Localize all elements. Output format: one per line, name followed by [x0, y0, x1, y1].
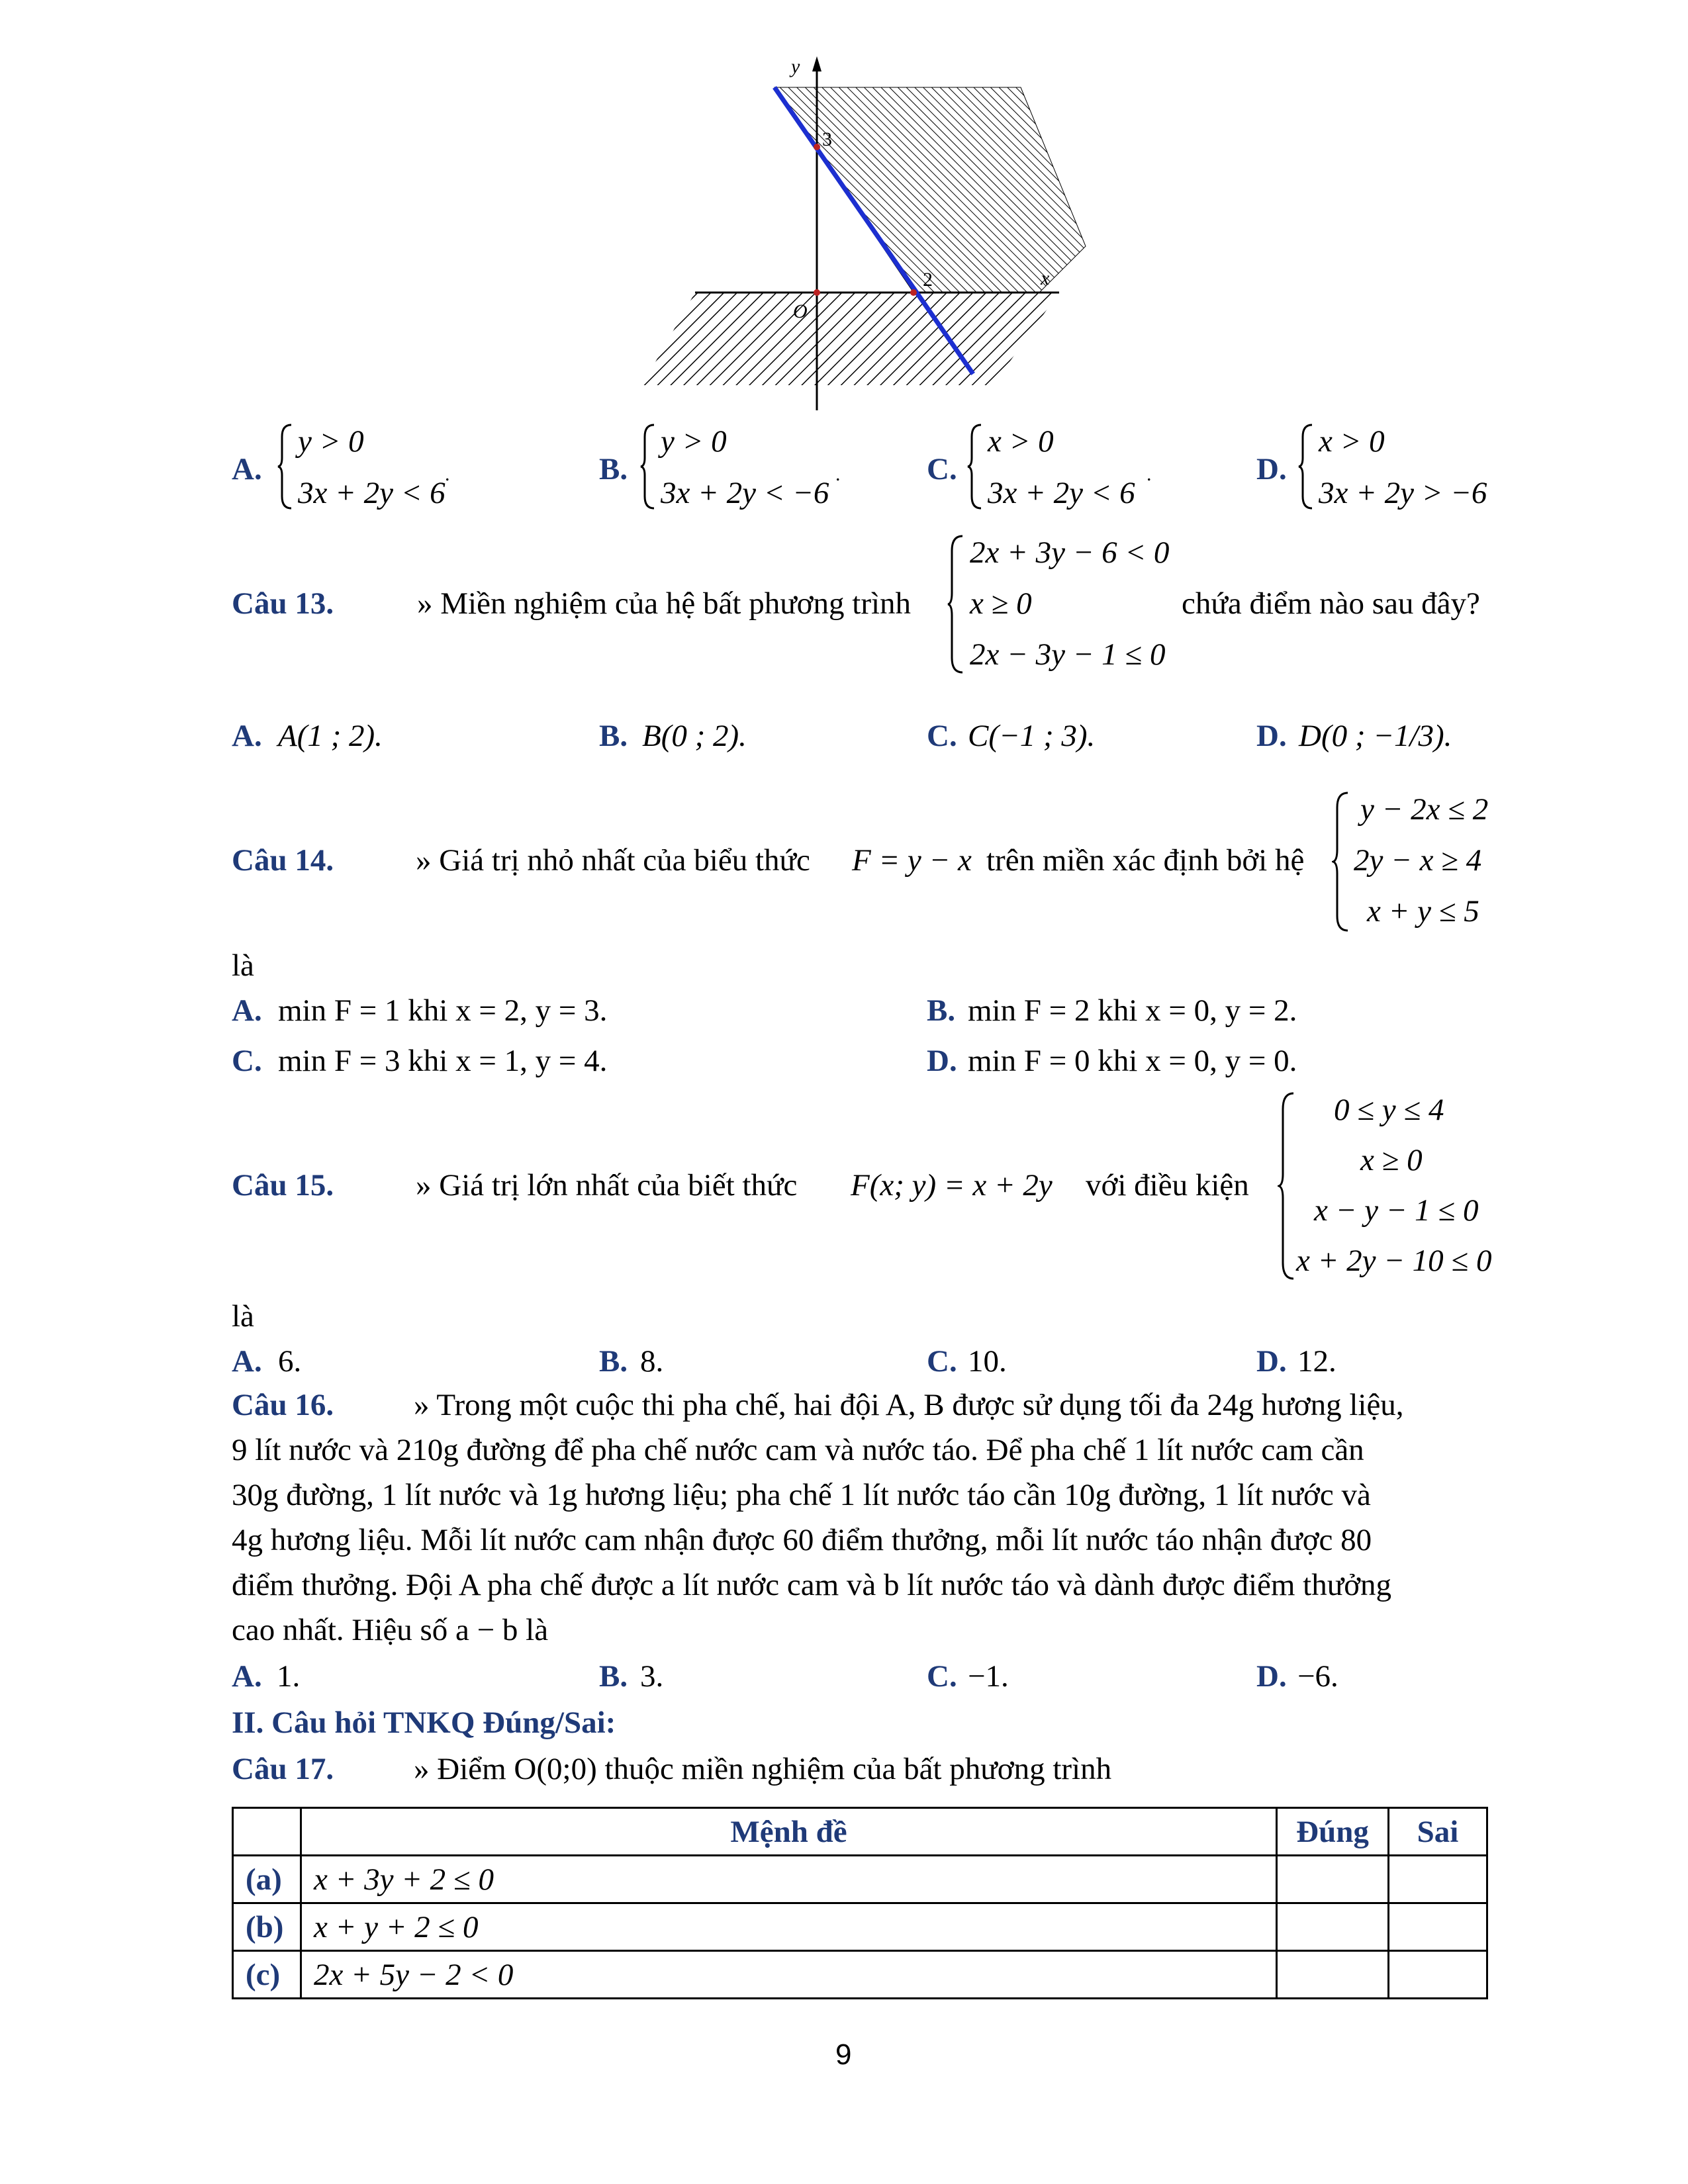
- q15-text: » Giá trị lớn nhất của biết thức: [416, 1168, 798, 1203]
- q15-text2: với điều kiện: [1086, 1168, 1249, 1203]
- q13-text: » Miền nghiệm của hệ bất phương trình: [417, 586, 912, 621]
- true-cell[interactable]: [1277, 1903, 1389, 1951]
- true-false-table: [232, 1807, 1488, 1999]
- option-text: 6.: [278, 1344, 302, 1379]
- option-text: min F = 1 khi x = 2, y = 3.: [278, 993, 608, 1028]
- hatched-region-above-line: [774, 87, 1086, 293]
- q14-text: » Giá trị nhỏ nhất của biểu thức: [416, 843, 810, 878]
- option-text: C(−1 ; 3).: [968, 719, 1096, 753]
- option-text: 8.: [640, 1344, 664, 1379]
- system-line: 3x + 2y < 6: [988, 476, 1135, 510]
- system-line: y > 0: [661, 424, 727, 459]
- brace-icon: [1332, 792, 1349, 932]
- q16-line: » Trong một cuộc thi pha chế, hai đội A, B được sử dụng tối đa 24g hương liệu,: [414, 1388, 1404, 1422]
- system-line: x + 2y − 10 ≤ 0: [1296, 1244, 1492, 1278]
- header-false: Sai: [1389, 1808, 1487, 1856]
- true-cell[interactable]: [1277, 1951, 1389, 1999]
- system-line: x ≥ 0: [970, 586, 1032, 621]
- option-text: min F = 2 khi x = 0, y = 2.: [968, 993, 1297, 1028]
- option-text: −1.: [968, 1659, 1009, 1694]
- q16-line: 4g hương liệu. Mỗi lít nước cam nhận được 60 điểm thưởng, mỗi lít nước táo nhận được 80: [232, 1523, 1372, 1557]
- option-text: 10.: [968, 1344, 1007, 1379]
- brace-icon: [1278, 1092, 1295, 1281]
- system-line: x ≥ 0: [1360, 1143, 1423, 1177]
- system-line: 0 ≤ y ≤ 4: [1334, 1093, 1444, 1127]
- false-cell[interactable]: [1389, 1856, 1487, 1903]
- table-header-row: [233, 1808, 1487, 1856]
- q15-expr: F(x; y) = x + 2y: [851, 1168, 1053, 1203]
- q14-number: Câu 14.: [232, 843, 334, 878]
- option-text: D(0 ; −1/3).: [1299, 719, 1452, 753]
- q14-la: là: [232, 948, 254, 983]
- table-row: [233, 1951, 1487, 1999]
- true-cell[interactable]: [1277, 1856, 1389, 1903]
- system-line: x − y − 1 ≤ 0: [1314, 1193, 1479, 1228]
- system-line: 3x + 2y < 6: [298, 476, 445, 510]
- option-text: min F = 3 khi x = 1, y = 4.: [278, 1044, 608, 1078]
- q13-number: Câu 13.: [232, 586, 334, 621]
- half-plane-graph: [629, 46, 1092, 417]
- header-statement: Mệnh đề: [301, 1808, 1277, 1856]
- option-text: 12.: [1297, 1344, 1336, 1379]
- brace-icon: [1297, 424, 1313, 510]
- row-statement: 2x + 5y − 2 < 0: [301, 1951, 1277, 1999]
- brace-icon: [639, 424, 655, 510]
- y-axis-arrow: [812, 56, 821, 71]
- system-line: x + y ≤ 5: [1367, 894, 1479, 929]
- false-cell[interactable]: [1389, 1903, 1487, 1951]
- tick-x-label: 2: [923, 269, 933, 291]
- system-line: 2x + 3y − 6 < 0: [970, 535, 1170, 570]
- system-line: x > 0: [988, 424, 1054, 459]
- option-label: B.: [599, 452, 628, 486]
- q16-line: 30g đường, 1 lít nước và 1g hương liệu; pha chế 1 lít nước táo cần 10g đường, 1 lít nước và: [232, 1478, 1371, 1512]
- row-label: (a): [233, 1856, 301, 1903]
- option-text: 1.: [277, 1659, 301, 1694]
- tick-y-label: 3: [822, 128, 832, 150]
- system-line: 3x + 2y < −6: [661, 476, 829, 510]
- system-line: 3x + 2y > −6: [1319, 476, 1487, 510]
- page-number: 9: [835, 2038, 852, 2071]
- system-line: y − 2x ≤ 2: [1360, 792, 1489, 827]
- option-label: C.: [927, 452, 957, 486]
- q16-line: 9 lít nước và 210g đường để pha chế nước cam và nước táo. Để pha chế 1 lít nước cam cần: [232, 1433, 1364, 1467]
- row-label: (c): [233, 1951, 301, 1999]
- option-text: 3.: [640, 1659, 664, 1694]
- option-text: A(1 ; 2).: [278, 719, 383, 753]
- row-statement: x + y + 2 ≤ 0: [301, 1903, 1277, 1951]
- option-label: A.: [232, 452, 262, 486]
- q13-tail: chứa điểm nào sau đây?: [1182, 586, 1480, 621]
- x-axis-label: x: [1041, 267, 1050, 289]
- point-x2: [910, 289, 917, 296]
- system-line: y > 0: [298, 424, 364, 459]
- q14-expr: F = y − x: [852, 843, 972, 878]
- q15-la: là: [232, 1299, 254, 1334]
- table-row: [233, 1903, 1487, 1951]
- section-heading: II. Câu hỏi TNKQ Đúng/Sai:: [232, 1706, 616, 1740]
- y-axis-label: y: [791, 56, 800, 77]
- row-statement: x + 3y + 2 ≤ 0: [301, 1856, 1277, 1903]
- system-line: 2y − x ≥ 4: [1354, 843, 1482, 878]
- point-y3: [814, 144, 820, 150]
- row-label: (b): [233, 1903, 301, 1951]
- origin-label: O: [793, 300, 808, 322]
- brace-icon: [966, 424, 982, 510]
- option-text: min F = 0 khi x = 0, y = 0.: [968, 1044, 1297, 1078]
- q16-number: Câu 16.: [232, 1388, 334, 1422]
- option-label: D.: [1256, 452, 1287, 486]
- q17-text: » Điểm O(0;0) thuộc miền nghiệm của bất phương trình: [414, 1752, 1112, 1786]
- q15-number: Câu 15.: [232, 1168, 334, 1203]
- header-true: Đúng: [1277, 1808, 1389, 1856]
- hatched-region-below-axis: [642, 293, 1059, 385]
- q16-line: cao nhất. Hiệu số a − b là: [232, 1613, 549, 1647]
- origin-point: [814, 289, 820, 296]
- table-row: [233, 1856, 1487, 1903]
- option-text: −6.: [1297, 1659, 1338, 1694]
- false-cell[interactable]: [1389, 1951, 1487, 1999]
- brace-icon: [947, 535, 964, 674]
- q16-line: điểm thưởng. Đội A pha chế được a lít nước cam và b lít nước táo và dành được điểm thưởng: [232, 1568, 1392, 1602]
- q17-number: Câu 17.: [232, 1752, 334, 1786]
- system-line: x > 0: [1319, 424, 1385, 459]
- q14-text2: trên miền xác định bởi hệ: [986, 843, 1305, 878]
- system-line: 2x − 3y − 1 ≤ 0: [970, 637, 1166, 672]
- brace-icon: [277, 424, 293, 510]
- option-text: B(0 ; 2).: [642, 719, 747, 753]
